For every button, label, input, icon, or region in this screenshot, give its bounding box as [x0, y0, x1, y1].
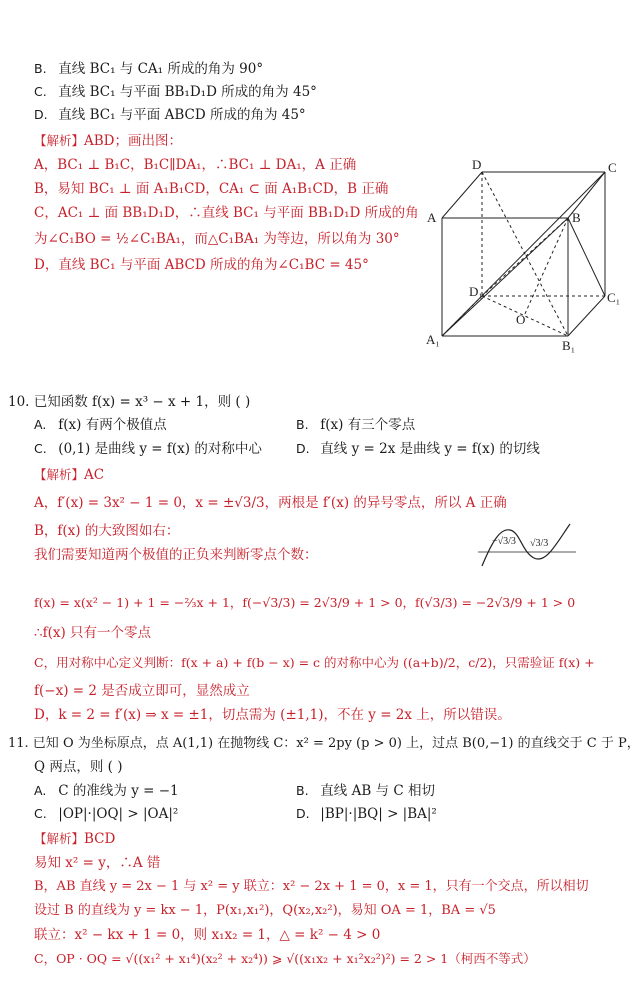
q11-option-d	[296, 805, 437, 823]
q10-analysis-line: f(−x) = 2 是否成立即可，显然成立	[34, 683, 250, 699]
q11-analysis-line: 联立：x² − kx + 1 = 0，则 x₁x₂ = 1，△ = k² − 4 > 0	[34, 927, 381, 943]
q11-stem-line1: 11. 已知 O 为坐标原点，点 A(1,1) 在抛物线 C：x² = 2py (p > 0) 上，过点 B(0,−1) 的直线交于 C 于 P，	[8, 736, 640, 751]
q10-analysis-line: f(x) = x(x² − 1) + 1 = −⅔x + 1，f(−√3/3) = 2√3/9 + 1 > 0，f(√3/3) = −2√3/9 + 1 > 0	[34, 595, 576, 610]
option-letter: B.	[296, 783, 309, 798]
q11-analysis-line: C，OP · OQ = √((x₁² + x₁⁴)(x₂² + x₂⁴)) ⩾ √((x₁x₂ + x₁²x₂²)²) = 2 > 1（柯西不等式）	[34, 951, 536, 966]
q10-option-d	[296, 440, 540, 458]
q10-option-c	[34, 440, 262, 458]
q11-answer-line	[34, 830, 115, 848]
option-letter: B.	[34, 61, 47, 76]
option-letter: B.	[296, 417, 309, 432]
option-text: 直线 AB 与 C 相切	[320, 783, 435, 799]
option-letter: A.	[34, 417, 47, 432]
q9-analysis-line: A，BC₁ ⊥ B₁C，B₁C∥DA₁，∴BC₁ ⊥ DA₁，A 正确	[34, 157, 357, 173]
analysis-tag: 【解析】	[34, 133, 85, 148]
q9-answer-line	[34, 132, 182, 150]
q11-analysis-line: 易知 x² = y，∴A 错	[34, 855, 161, 871]
analysis-tag: 【解析】	[34, 467, 85, 482]
cube-label-a: A	[427, 210, 437, 225]
q10-option-b	[296, 416, 415, 434]
option-text: |OP|·|OQ| > |OA|²	[58, 806, 179, 822]
option-text: f(x) 有三个零点	[320, 417, 416, 433]
q11-stem-line2: Q 两点，则 ( )	[34, 759, 123, 775]
option-letter: D.	[34, 107, 48, 122]
q11-option-a	[34, 782, 179, 800]
q10-option-a	[34, 416, 167, 434]
q9-analysis-line: 为∠C₁BO = ½∠C₁BA₁，而△C₁BA₁ 为等边，所以角为 30°	[34, 231, 400, 247]
option-letter: D.	[296, 806, 310, 821]
cube-label-o: O	[516, 312, 526, 327]
q9-option-d	[34, 106, 306, 124]
q10-analysis-line: B，f(x) 的大致图如右：	[34, 523, 180, 539]
option-letter: C.	[34, 441, 47, 456]
q10-answer: AC	[84, 467, 105, 483]
q9-analysis-line: D，直线 BC₁ 与平面 ABCD 所成的角为∠C₁BC = 45°	[34, 257, 369, 273]
q10-analysis-line: D，k = 2 = f′(x) ⇒ x = ±1，切点需为 (±1,1)，不在 y = 2x 上，所以错误。	[34, 707, 511, 723]
sketch-label-neg: −√3/3	[492, 536, 516, 547]
option-letter: D.	[296, 441, 310, 456]
q10-analysis-line: ∴f(x) 只有一个零点	[34, 625, 152, 641]
option-letter: A.	[34, 783, 47, 798]
q11-option-b	[296, 782, 435, 800]
q9-option-c	[34, 83, 317, 101]
cube-figure	[420, 160, 635, 360]
option-text: (0,1) 是曲线 y = f(x) 的对称中心	[58, 441, 262, 457]
q9-analysis-line: C，AC₁ ⊥ 面 BB₁D₁D，∴直线 BC₁ 与平面 BB₁D₁D 所成的角	[34, 205, 419, 221]
cube-label-d1: D₁	[469, 284, 483, 299]
analysis-tag: 【解析】	[34, 831, 85, 846]
cube-label-a1: A₁	[426, 332, 440, 347]
option-text: 直线 BC₁ 与平面 BB₁D₁D 所成的角为 45°	[58, 84, 317, 100]
cube-label-b: B	[572, 210, 581, 225]
q9-analysis-line: B，易知 BC₁ ⊥ 面 A₁B₁CD，CA₁ ⊂ 面 A₁B₁CD，B 正确	[34, 181, 389, 197]
cubic-sketch	[478, 522, 578, 570]
q11-option-c	[34, 805, 178, 823]
q11-analysis-line: 设过 B 的直线为 y = kx − 1，P(x₁,x₁²)，Q(x₂,x₂²)，易知 OA = 1，BA = √5	[34, 903, 496, 918]
q10-analysis-line: C，用对称中心定义判断：f(x + a) + f(b − x) = c 的对称中心为 ((a+b)/2，c/2)，只需验证 f(x) +	[34, 655, 595, 670]
option-text: f(x) 有两个极值点	[58, 417, 167, 433]
cube-label-d: D	[472, 160, 482, 172]
q10-answer-line	[34, 466, 104, 484]
option-text: 直线 BC₁ 与平面 ABCD 所成的角为 45°	[58, 107, 306, 123]
q11-answer: BCD	[84, 831, 116, 847]
cube-label-c: C	[608, 160, 617, 175]
option-letter: C.	[34, 806, 47, 821]
option-text: C 的准线为 y = −1	[58, 783, 179, 799]
q10-analysis-line: 我们需要知道两个极值的正负来判断零点个数：	[34, 547, 318, 563]
option-letter: C.	[34, 84, 47, 99]
cube-label-c1: C₁	[607, 290, 621, 305]
option-text: 直线 BC₁ 与 CA₁ 所成的角为 90°	[58, 61, 264, 77]
option-text: |BP|·|BQ| > |BA|²	[320, 806, 437, 822]
q11-analysis-line: B，AB 直线 y = 2x − 1 与 x² = y 联立：x² − 2x + 1 = 0，x = 1，只有一个交点，所以相切	[34, 879, 589, 894]
cube-label-b1: B₁	[562, 338, 576, 353]
q9-answer: ABD；画出图：	[84, 133, 183, 149]
sketch-label-pos: √3/3	[530, 538, 549, 549]
q10-analysis-line: A，f′(x) = 3x² − 1 = 0，x = ±√3/3，两根是 f′(x) 的异号零点，所以 A 正确	[34, 495, 507, 511]
option-text: 直线 y = 2x 是曲线 y = f(x) 的切线	[320, 441, 540, 457]
q9-option-b	[34, 60, 263, 78]
q10-stem: 10. 已知函数 f(x) = x³ − x + 1，则 ( )	[8, 394, 251, 410]
